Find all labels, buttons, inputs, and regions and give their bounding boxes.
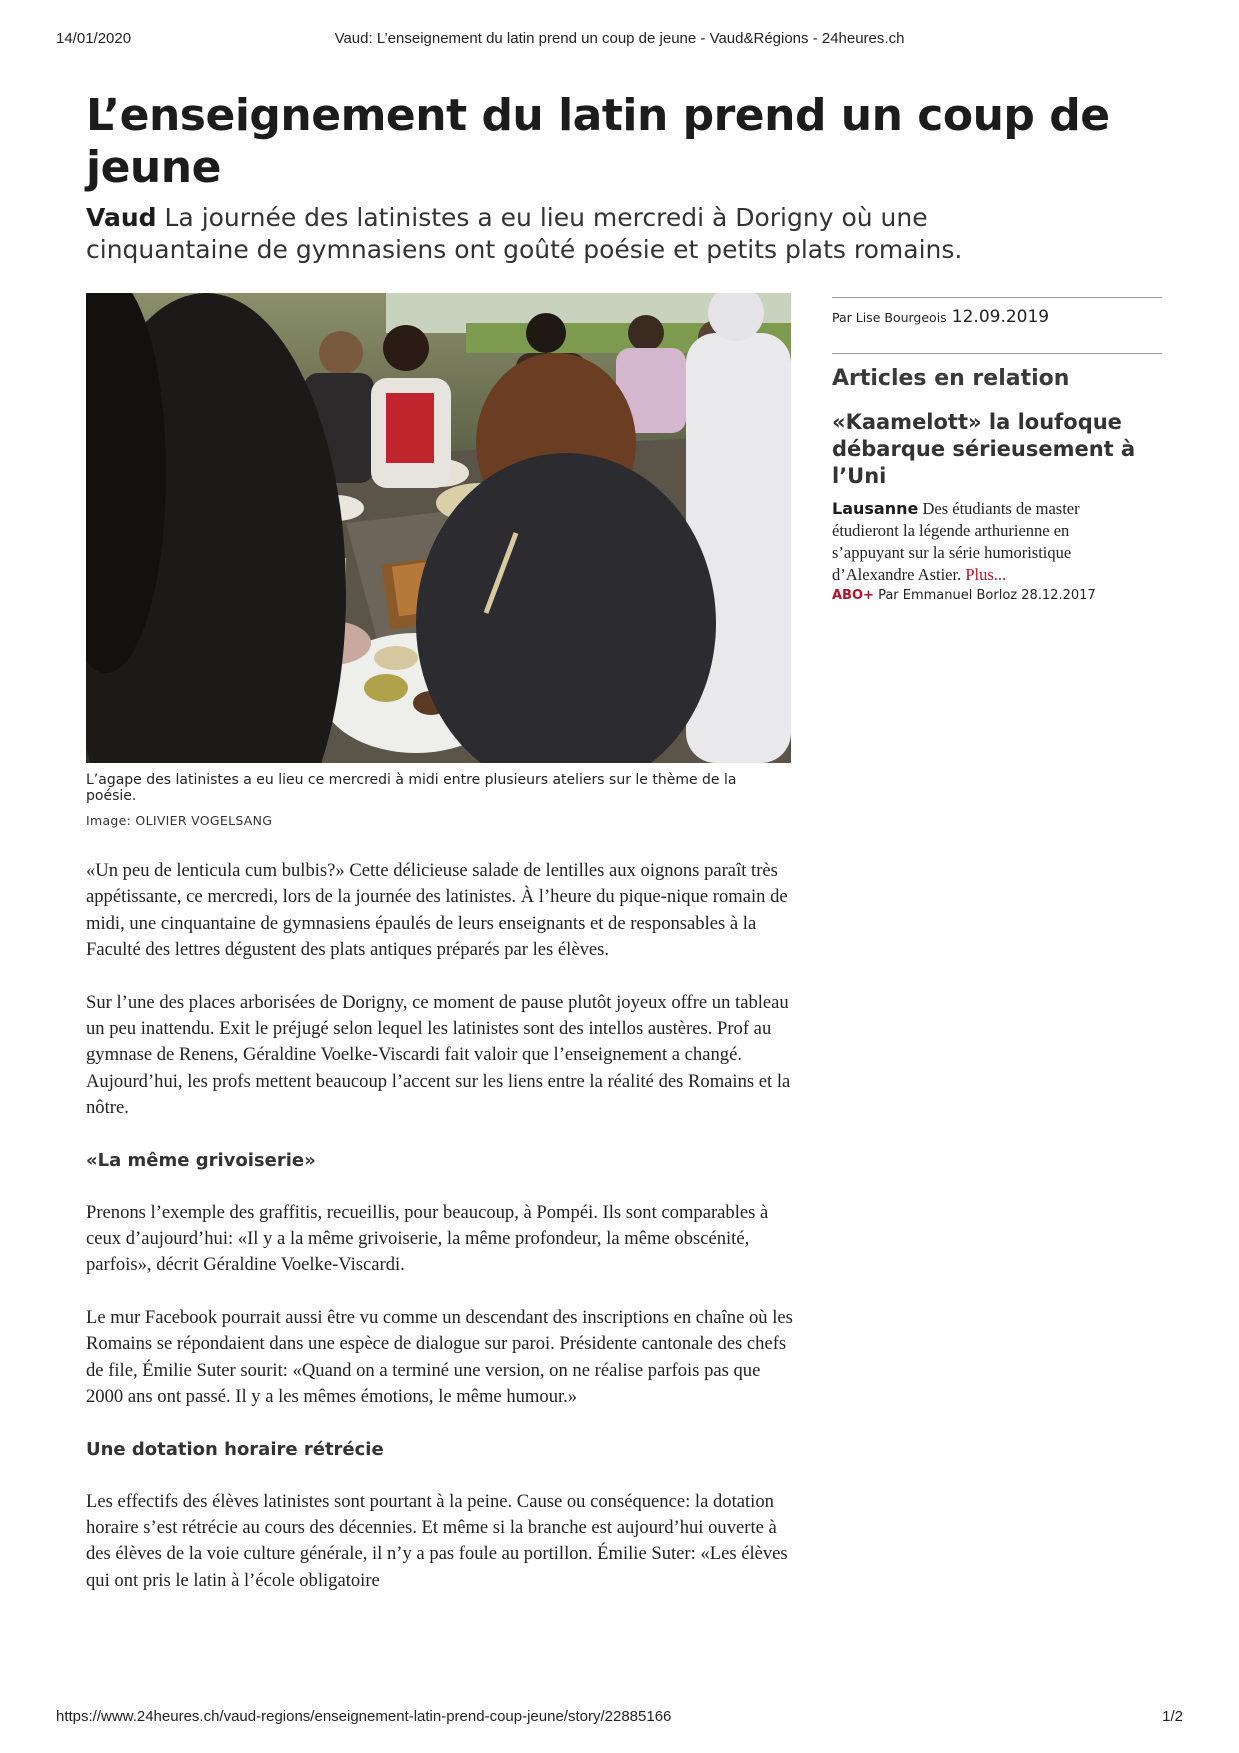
print-window-title: Vaud: L’enseignement du latin prend un coup de jeune - Vaud&Régions - 24heures.ch (334, 30, 905, 47)
related-article-link[interactable]: «Kaamelott» la loufoque débarque sérieusement à l’Uni (832, 410, 1136, 488)
abo-badge: ABO+ (832, 588, 874, 603)
related-teaser (832, 498, 1132, 586)
article-body (86, 858, 796, 1594)
related-teaser-text: Des étudiants de master étudieront la légende arthurienne en s’appuyant sur la série humoristique d’Alexandre Astier. (832, 499, 1080, 584)
page-number: 1/2 (1162, 1708, 1183, 1725)
article-headline: L’enseignement du latin prend un coup de jeune (86, 90, 1110, 193)
print-header (56, 30, 1183, 50)
paragraph: Prenons l’exemple des graffitis, recueillis, pour beaucoup, à Pompéi. Ils sont comparables à ceux d’aujourd’hui: «Il y a la même grivoiserie, la même profondeur, la même obscénité, parfois», décrit Géraldine Voelke-Viscardi. (86, 1201, 769, 1276)
related-byline: Par Emmanuel Borloz 28.12.2017 (878, 588, 1096, 603)
subheading: «La même grivoiserie» (86, 1149, 316, 1171)
subheading: Une dotation horaire rétrécie (86, 1438, 384, 1460)
lead-kicker: Vaud (86, 203, 157, 232)
print-footer (56, 1708, 1183, 1728)
related-more-link[interactable]: Plus... (965, 565, 1007, 584)
sidebar (832, 297, 1162, 603)
print-url: https://www.24heures.ch/vaud-regions/enseignement-latin-prend-coup-jeune/story/22885166 (56, 1708, 672, 1725)
image-caption: L’agape des latinistes a eu lieu ce mercredi à midi entre plusieurs ateliers sur le thème de la poésie. (86, 772, 737, 804)
lead-text: La journée des latinistes a eu lieu mercredi à Dorigny où une cinquantaine de gymnasiens ont goûté poésie et petits plats romains. (86, 203, 963, 264)
article-lead (86, 202, 1096, 266)
related-heading: Articles en relation (832, 366, 1070, 391)
byline-date: 12.09.2019 (951, 307, 1050, 327)
divider (832, 297, 1162, 298)
paragraph: «Un peu de lenticula cum bulbis?» Cette délicieuse salade de lentilles aux oignons paraît très appétissante, ce mercredi, lors de la journée des latinistes. À l’heure du pique-nique romain de midi, une cinquantaine de gymnasiens épaulés de leurs enseignants et de responsables à la Faculté des lettres dégustent des plats antiques préparés par les élèves. (86, 860, 788, 961)
byline-author: Par Lise Bourgeois (832, 310, 947, 325)
paragraph: Sur l’une des places arborisées de Dorigny, ce moment de pause plutôt joyeux offre un tableau un peu inattendu. Exit le préjugé selon lequel les latinistes sont des intellos austères. Prof au gymnase de Renens, Géraldine Voelke-Viscardi fait valoir que l’enseignement a changé. Aujourd’hui, les profs mettent beaucoup l’accent sur les liens entre la réalité des Romains et la nôtre. (86, 991, 791, 1119)
related-meta (832, 588, 1162, 603)
paragraph: Les effectifs des élèves latinistes sont pourtant à la peine. Cause ou conséquence: la dotation horaire s’est rétrécie au cours des décennies. Et même si la branche est aujourd’hui ouverte à des élèves de la voie culture générale, il n’y a pas foule au portillon. Émilie Suter: «Les élèves qui ont pris le latin à l’école obligatoire (86, 1490, 788, 1591)
photo-illustration (86, 293, 791, 763)
paragraph: Le mur Facebook pourrait aussi être vu comme un descendant des inscriptions en chaîne où les Romains se répondaient dans une espèce de dialogue sur paroi. Présidente cantonale des chefs de file, Émilie Suter sourit: «Quand on a terminé une version, on ne réalise parfois pas que 2000 ans ont passé. Il y a les mêmes émotions, le même humour.» (86, 1306, 793, 1408)
byline (832, 307, 1162, 353)
image-credit: Image: OLIVIER VOGELSANG (86, 813, 273, 828)
related-kicker: Lausanne (832, 499, 919, 518)
divider (832, 353, 1162, 354)
print-date: 14/01/2020 (56, 30, 132, 47)
article-photo[interactable] (86, 293, 791, 763)
